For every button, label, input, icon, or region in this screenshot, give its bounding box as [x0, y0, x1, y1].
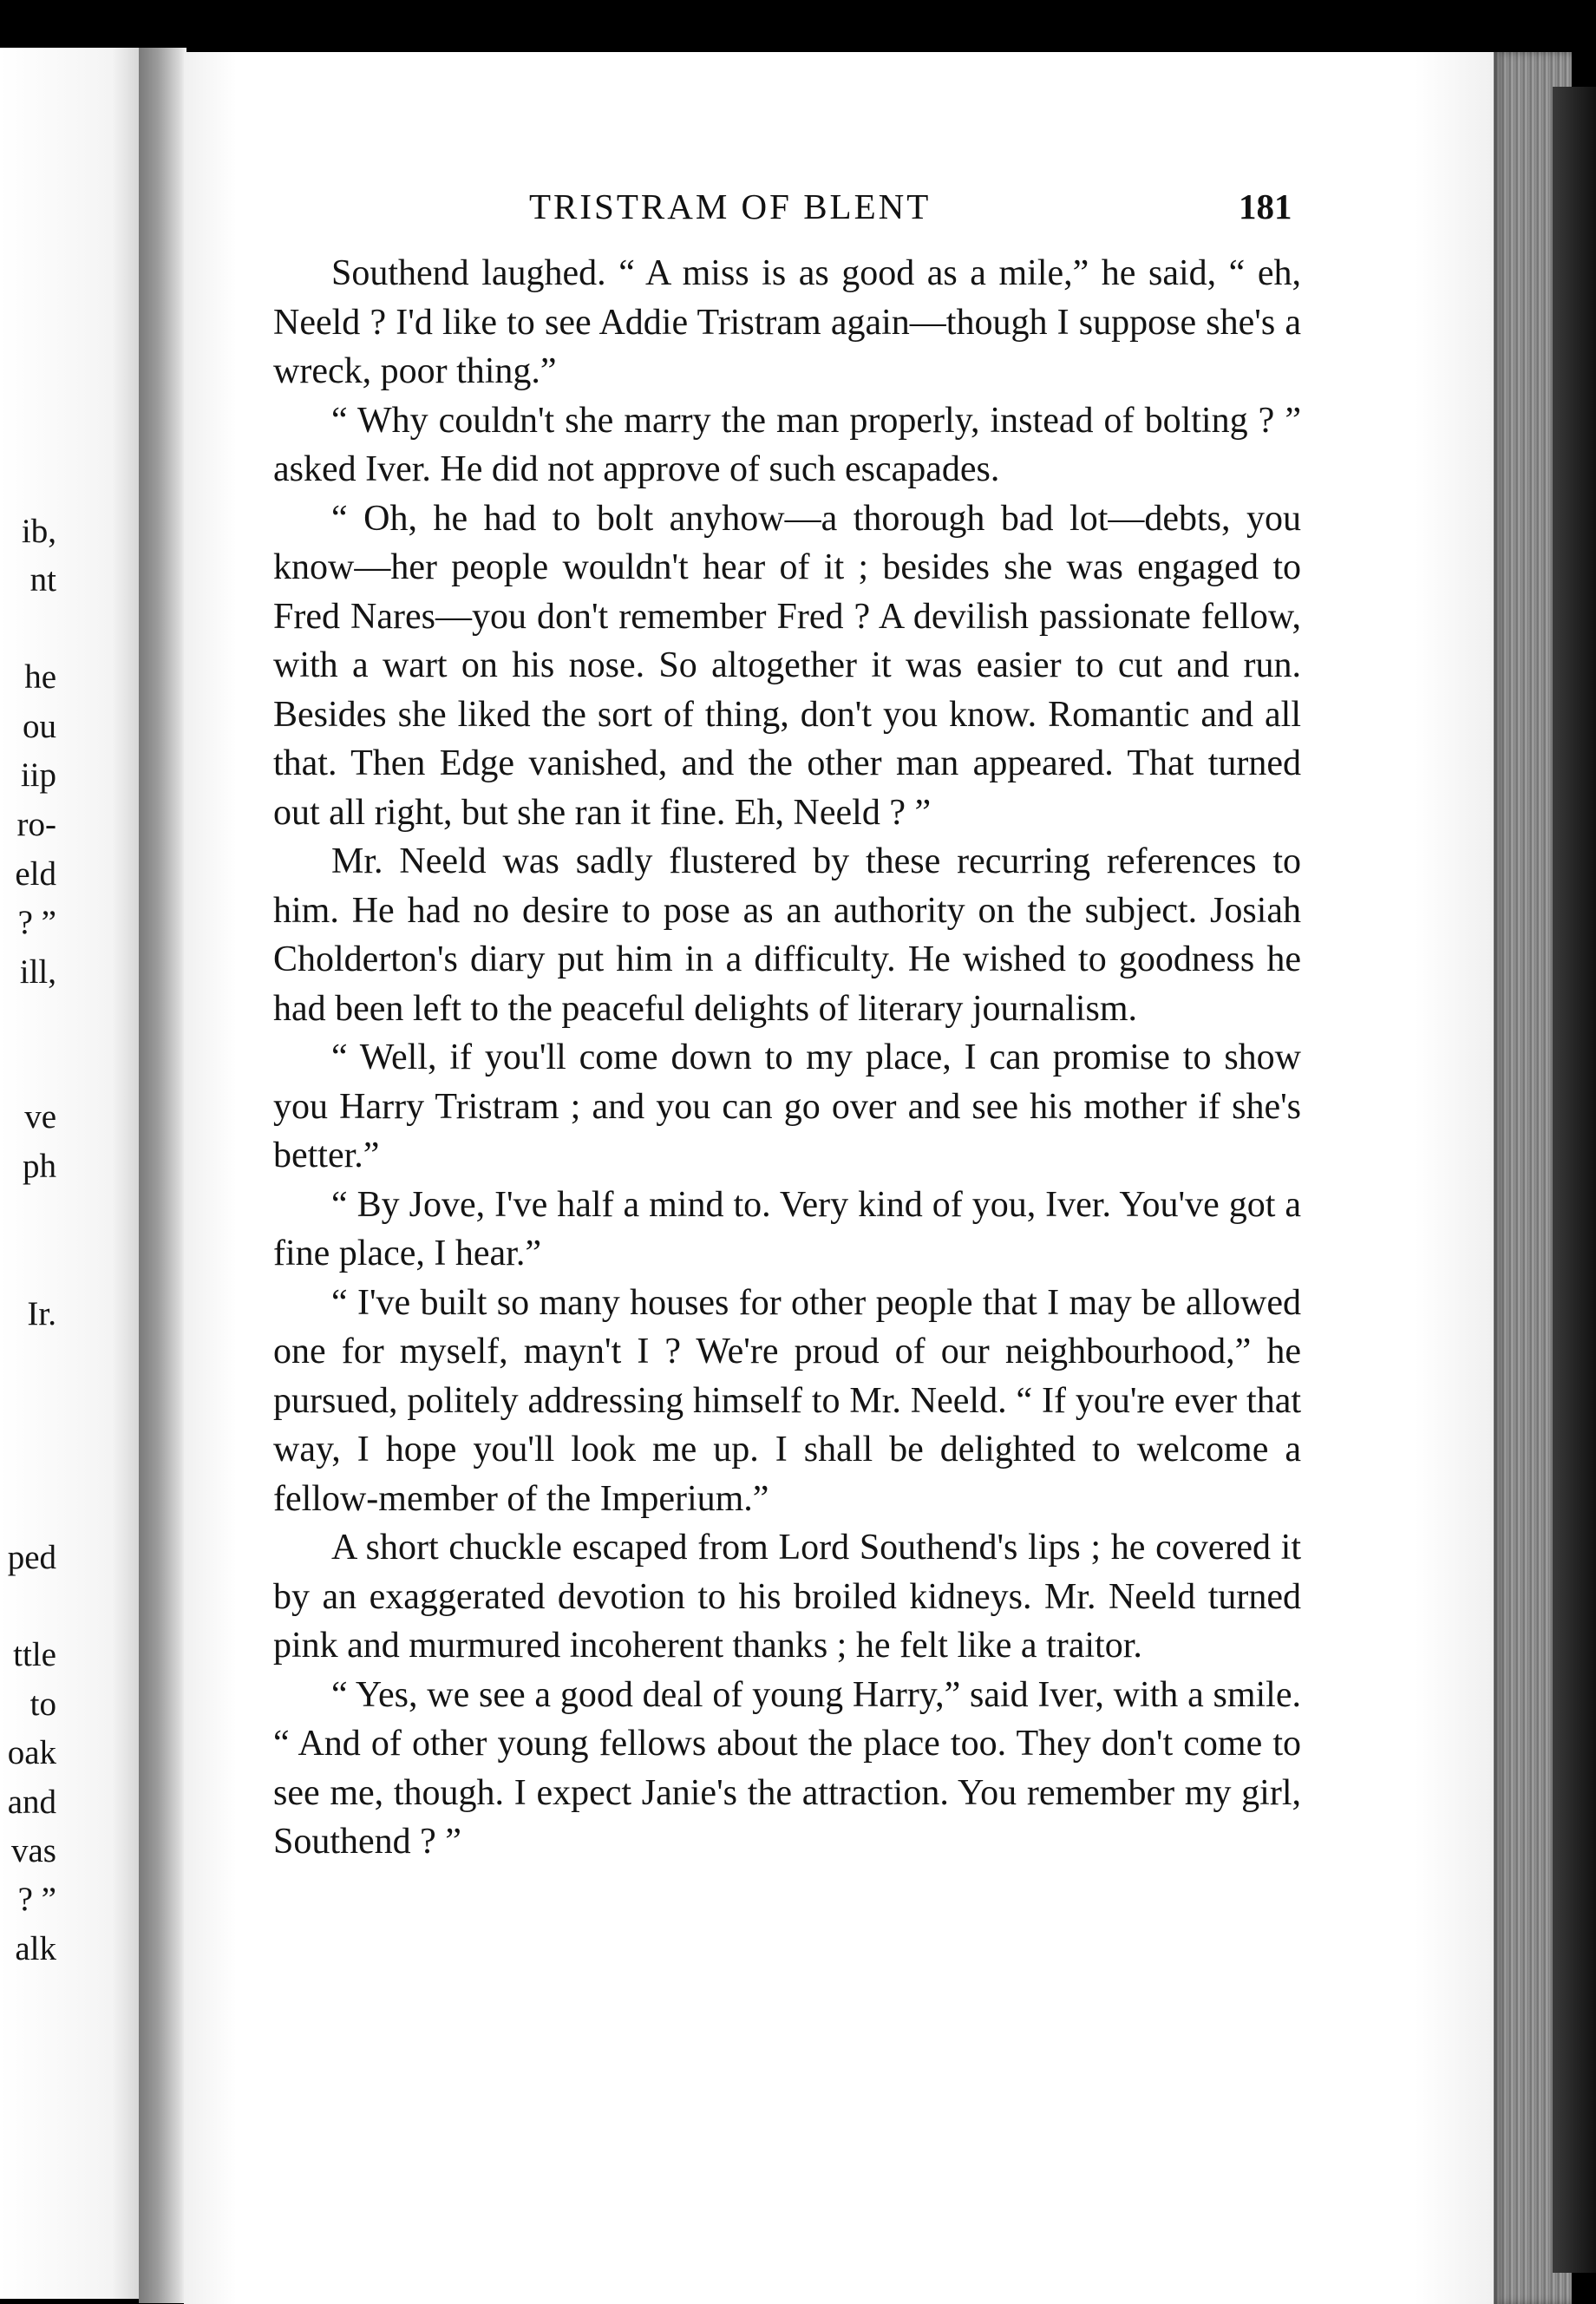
left-fragment: ill, — [19, 953, 56, 991]
book-cover-edge — [1553, 87, 1596, 2273]
body-text — [273, 249, 1301, 1867]
paragraph: “ By Jove, I've half a mind to. Very kind of you, Iver. You've got a fine place, I hear.” — [273, 1184, 1301, 1273]
paragraph: “ Yes, we see a good deal of young Harry,” said Iver, with a smile. “ And of other young fellows about the place too. They don't come to see me, though. I expect Janie's the attraction. You remember my girl, Southend ? ” — [273, 1674, 1301, 1862]
left-fragment: he — [24, 658, 56, 696]
running-head — [0, 186, 1596, 229]
running-title: TRISTRAM OF BLENT — [529, 187, 932, 226]
left-fragment: ? ” — [17, 1881, 56, 1918]
left-fragment: eld — [15, 855, 56, 893]
left-fragment: ib, — [21, 513, 56, 550]
left-fragment: vas — [11, 1832, 56, 1869]
left-fragment: to — [29, 1685, 56, 1723]
paragraph: “ Oh, he had to bolt anyhow—a thorough bad lot—debts, you know—her people wouldn't hear of it ; besides she was engaged to Fred Nares—you don't remember Fred ? A devilish passionate fellow, with a wart on his nose. So altogether it was easier to cut and run. Besides she liked the sort of thing, don't you know. Romantic and all that. Then Edge vanished, and the other man appeared. That turned out all right, but she ran it fine. Eh, Neeld ? ” — [273, 498, 1301, 833]
left-fragment: nt — [29, 561, 56, 599]
left-fragment: ph — [23, 1148, 56, 1185]
paragraph: A short chuckle escaped from Lord Southend's lips ; he covered it by an exaggerated devotion to his broiled kidneys. Mr. Neeld turned pink and murmured incoherent thanks ; he felt like a traitor. — [273, 1528, 1301, 1666]
paragraph: Southend laughed. “ A miss is as good as a mile,” he said, “ eh, Neeld ? I'd like to see Addie Tristram again—though I suppose she's a wreck, poor thing.” — [273, 253, 1301, 391]
left-fragment: iip — [20, 756, 56, 794]
left-fragment: alk — [15, 1930, 56, 1967]
left-fragment: ped — [7, 1539, 56, 1576]
left-fragment: ro- — [16, 806, 56, 843]
left-fragment: ou — [23, 708, 56, 745]
left-fragment: oak — [7, 1734, 56, 1771]
left-fragment: Ir. — [27, 1295, 56, 1332]
book-gutter — [139, 48, 186, 2303]
page-number: 181 — [1239, 187, 1292, 226]
left-fragment: ve — [24, 1098, 56, 1136]
left-fragment: and — [7, 1784, 56, 1821]
left-fragment: ttle — [13, 1636, 56, 1673]
paragraph: “ I've built so many houses for other people that I may be allowed one for myself, mayn't I ? We're proud of our neighbourhood,” he pursued, politely addressing himself to Mr. Neeld. “ If you're ever that way, I hope you'll look me up. I shall be delighted to welcome a fellow-member of the Imperium.” — [273, 1282, 1301, 1519]
paragraph: “ Well, if you'll come down to my place, I can promise to show you Harry Tristram ; and you can go over and see his mother if she's better.” — [273, 1037, 1301, 1175]
paragraph: “ Why couldn't she marry the man properly, instead of bolting ? ” asked Iver. He did not approve of such escapades. — [273, 400, 1301, 489]
left-fragment: ? ” — [17, 904, 56, 941]
paragraph: Mr. Neeld was sadly flustered by these recurring references to him. He had no desire to pose as an authority on the subject. Josiah Cholderton's diary put him in a difficulty. He wished to goodness he had been left to the peaceful delights of literary journalism. — [273, 841, 1301, 1029]
